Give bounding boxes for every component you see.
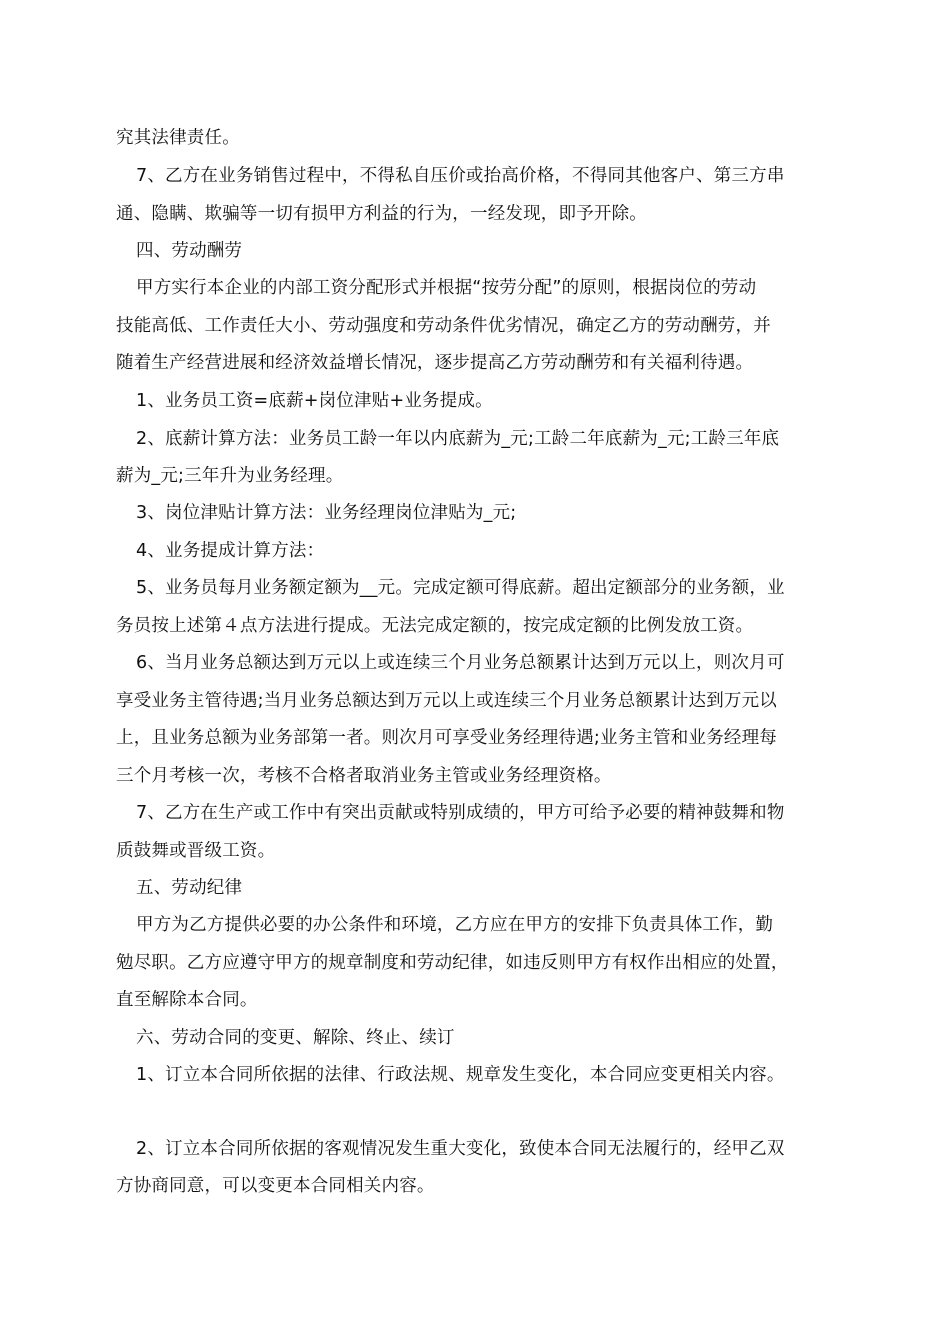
text-line: 方协商同意，可以变更本合同相关内容。 [116,1176,435,1196]
text-line: 7、乙方在生产或工作中有突出贡献或特别成绩的，甲方可给予必要的精神鼓舞和物 [136,803,785,823]
text-line: 甲方为乙方提供必要的办公条件和环境，乙方应在甲方的安排下负责具体工作，勤 [136,915,774,935]
text-line: 3、岗位津贴计算方法：业务经理岗位津贴为_元; [136,503,517,523]
text-line: 4、业务提成计算方法： [136,541,325,561]
text-line: 薪为_元;三年升为业务经理。 [116,466,344,486]
text-line: 1、业务员工资=底薪+岗位津贴+业务提成。 [136,391,493,411]
section-heading: 六、劳动合同的变更、解除、终止、续订 [136,1028,455,1048]
text-line: 质鼓舞或晋级工资。 [116,841,276,861]
text-line: 务员按上述第４点方法进行提成。无法完成定额的，按完成定额的比例发放工资。 [116,616,754,636]
text-line: 上，且业务总额为业务部第一者。则次月可享受业务经理待遇;业务主管和业务经理每 [116,728,777,748]
text-line: 2、底薪计算方法：业务员工龄一年以内底薪为_元;工龄二年底薪为_元;工龄三年底 [136,429,780,449]
text-line: 2、订立本合同所依据的客观情况发生重大变化，致使本合同无法履行的，经甲乙双 [136,1139,785,1159]
text-line: 究其法律责任。 [116,128,240,148]
text-line: 三个月考核一次，考核不合格者取消业务主管或业务经理资格。 [116,766,612,786]
text-line: 享受业务主管待遇;当月业务总额达到万元以上或连续三个月业务总额累计达到万元以 [116,691,777,711]
text-line: 7、乙方在业务销售过程中，不得私自压价或抬高价格，不得同其他客户、第三方串 [136,166,785,186]
text-line: 勉尽职。乙方应遵守甲方的规章制度和劳动纪律，如违反则甲方有权作出相应的处置， [116,953,789,973]
text-line: 6、当月业务总额达到万元以上或连续三个月业务总额累计达到万元以上，则次月可 [136,653,785,673]
text-line: 1、订立本合同所依据的法律、行政法规、规章发生变化，本合同应变更相关内容。 [136,1065,785,1085]
text-line: 技能高低、工作责任大小、劳动强度和劳动条件优劣情况，确定乙方的劳动酬劳，并 [116,316,771,336]
text-line: 甲方实行本企业的内部工资分配形式并根据“按劳分配”的原则，根据岗位的劳动 [136,278,757,298]
text-line: 随着生产经营进展和经济效益增长情况，逐步提高乙方劳动酬劳和有关福利待遇。 [116,353,754,373]
section-heading: 五、劳动纪律 [136,878,243,898]
text-line: 5、业务员每月业务额定额为__元。完成定额可得底薪。超出定额部分的业务额，业 [136,578,785,598]
section-heading: 四、劳动酬劳 [136,241,243,261]
text-line: 通、隐瞒、欺骗等一切有损甲方利益的行为，一经发现，即予开除。 [116,204,647,224]
text-line: 直至解除本合同。 [116,990,258,1010]
